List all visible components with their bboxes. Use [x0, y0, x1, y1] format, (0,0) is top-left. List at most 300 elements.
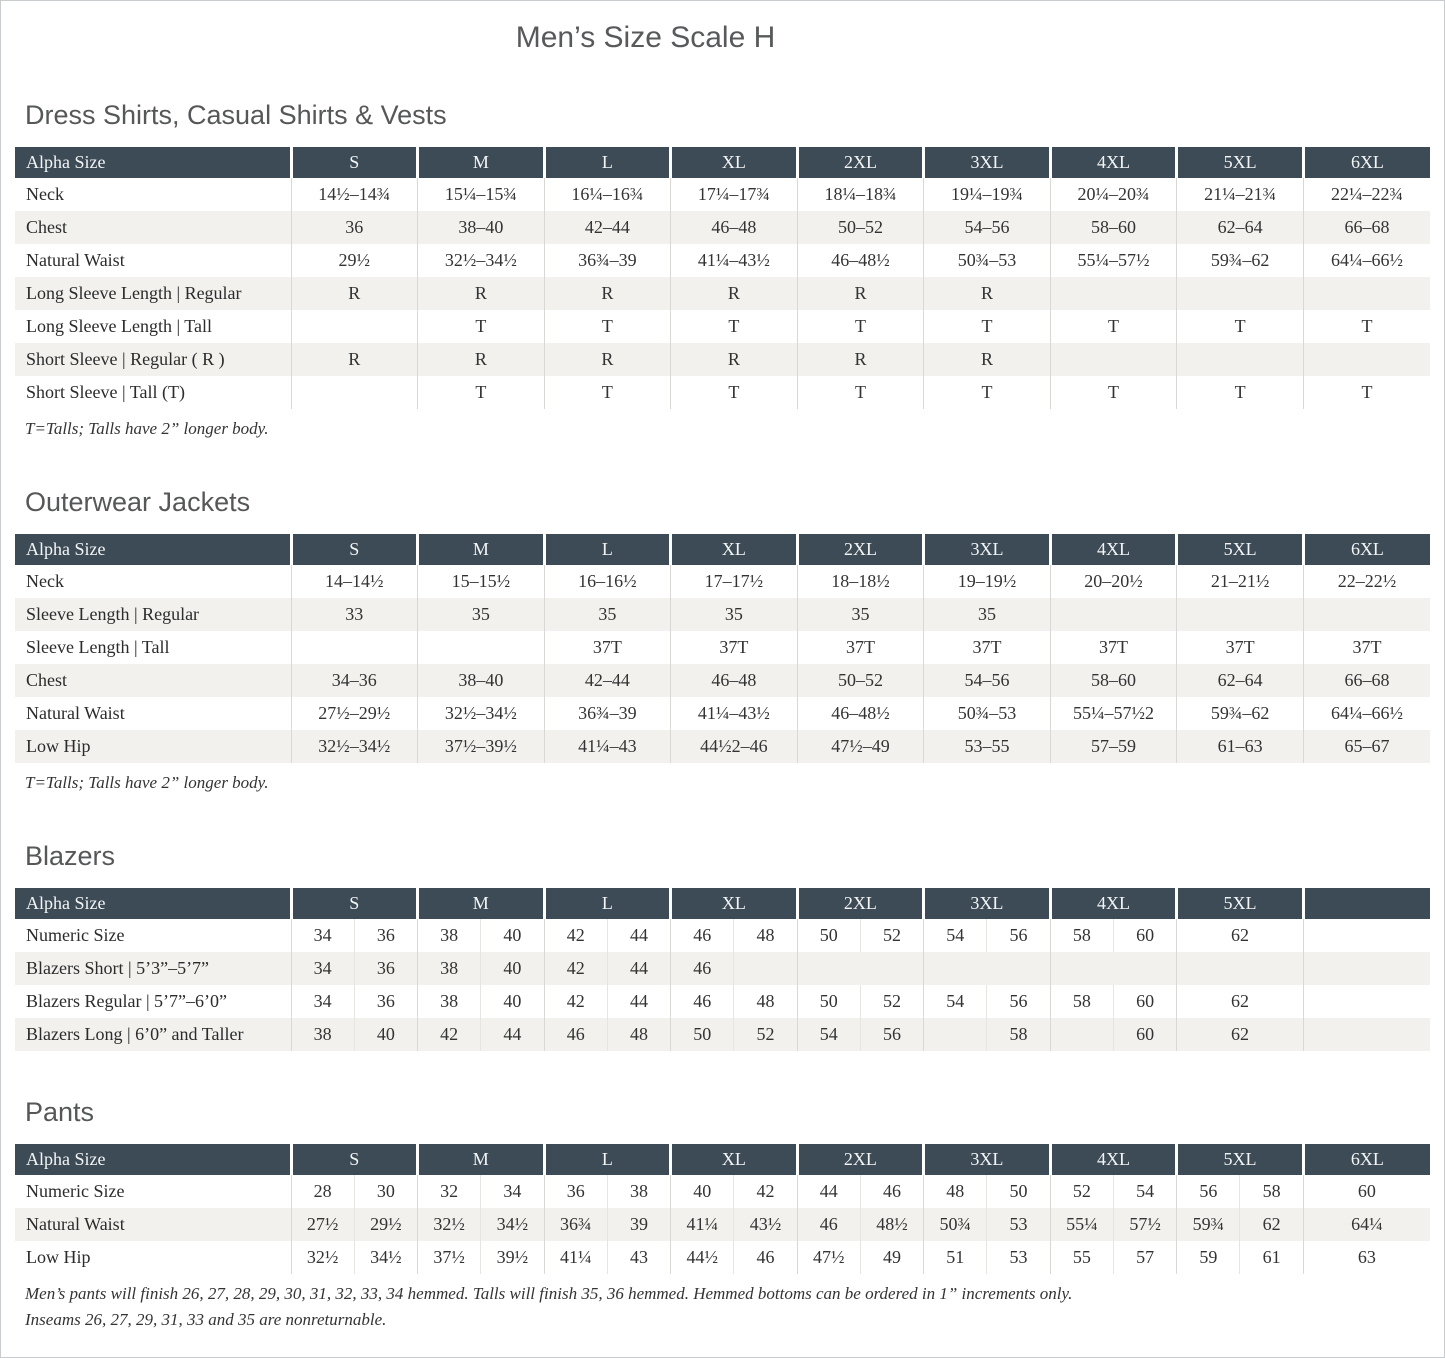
value-cell: 59¾–62: [1177, 697, 1304, 730]
value-cell: 43: [607, 1241, 670, 1274]
value-cell: 48½: [860, 1208, 923, 1241]
value-cell: 46–48½: [797, 244, 924, 277]
row-label: Sleeve Length | Tall: [26, 637, 170, 658]
value-cell: 61: [1240, 1241, 1303, 1274]
value-cell: 46–48½: [797, 697, 924, 730]
row-label: Blazers Regular | 5’7”–6’0”: [26, 991, 228, 1012]
value-cell: 18–18½: [797, 565, 924, 598]
value-cell: 37T: [671, 631, 798, 664]
value-cell: 17¼–17¾: [671, 178, 798, 211]
table-row: [15, 919, 1430, 952]
value-cell: 54: [924, 919, 987, 952]
column-header: S: [291, 1144, 418, 1175]
table-row: [15, 952, 1430, 985]
value-cell: 46: [671, 985, 734, 1018]
value-cell: 32: [418, 1175, 481, 1208]
page-title: Men’s Size Scale H: [515, 21, 776, 54]
header-row: [15, 147, 1430, 178]
value-cell: [734, 952, 797, 985]
value-cell: T: [1303, 376, 1430, 409]
value-cell: 33: [291, 598, 418, 631]
value-cell: 44: [481, 1018, 544, 1051]
value-cell: 46: [860, 1175, 923, 1208]
value-cell: 17–17½: [671, 565, 798, 598]
value-cell: 60: [1303, 1175, 1430, 1208]
value-cell: 34½: [354, 1241, 417, 1274]
table-row: [15, 1241, 1430, 1274]
value-cell: 37½: [418, 1241, 481, 1274]
value-cell: 50: [671, 1018, 734, 1051]
column-header: 3XL: [924, 888, 1051, 919]
value-cell: [1050, 343, 1177, 376]
value-cell: T: [1303, 310, 1430, 343]
value-cell: 54–56: [924, 664, 1051, 697]
header-row: [15, 888, 1430, 919]
column-header: M: [418, 534, 545, 565]
value-cell: 38: [418, 919, 481, 952]
row-label: Natural Waist: [26, 1214, 125, 1235]
value-cell: 50¾–53: [924, 697, 1051, 730]
value-cell: 42–44: [544, 211, 671, 244]
value-cell: 46–48: [671, 211, 798, 244]
column-header: 4XL: [1050, 1144, 1177, 1175]
blazers-table: [15, 888, 1430, 1051]
value-cell: [1303, 985, 1430, 1018]
table-row: [15, 565, 1430, 598]
value-cell: 29½: [354, 1208, 417, 1241]
value-cell: T: [924, 376, 1051, 409]
value-cell: 46: [797, 1208, 860, 1241]
value-cell: 34: [291, 919, 354, 952]
value-cell: 38: [607, 1175, 670, 1208]
value-cell: R: [544, 343, 671, 376]
value-cell: R: [797, 343, 924, 376]
value-cell: 62: [1177, 1018, 1304, 1051]
value-cell: 36: [291, 211, 418, 244]
value-cell: 44: [607, 919, 670, 952]
value-cell: R: [924, 277, 1051, 310]
value-cell: 50¾–53: [924, 244, 1051, 277]
column-header: 4XL: [1050, 888, 1177, 919]
value-cell: 29½: [291, 244, 418, 277]
column-header: L: [544, 147, 671, 178]
value-cell: 20¼–20¾: [1050, 178, 1177, 211]
table-row: [15, 376, 1430, 409]
value-cell: 27½: [291, 1208, 354, 1241]
row-label: Short Sleeve | Regular ( R ): [26, 349, 225, 370]
column-header-label: Alpha Size: [15, 888, 291, 919]
column-header: L: [544, 888, 671, 919]
table-row: [15, 1208, 1430, 1241]
column-header: [1303, 888, 1430, 919]
value-cell: 16–16½: [544, 565, 671, 598]
value-cell: 53–55: [924, 730, 1051, 763]
table-row: [15, 664, 1430, 697]
value-cell: 34: [481, 1175, 544, 1208]
value-cell: 42: [544, 919, 607, 952]
value-cell: [924, 1018, 987, 1051]
value-cell: 44½2–46: [671, 730, 798, 763]
column-header-label: Alpha Size: [15, 534, 291, 565]
value-cell: 58–60: [1050, 664, 1177, 697]
value-cell: 65–67: [1303, 730, 1430, 763]
value-cell: 40: [354, 1018, 417, 1051]
value-cell: R: [671, 343, 798, 376]
value-cell: 61–63: [1177, 730, 1304, 763]
column-header: 5XL: [1177, 534, 1304, 565]
value-cell: R: [418, 277, 545, 310]
value-cell: R: [671, 277, 798, 310]
value-cell: 52: [860, 919, 923, 952]
section-outerwear-jackets: [15, 487, 1430, 795]
value-cell: 44: [797, 1175, 860, 1208]
column-header: 6XL: [1303, 1144, 1430, 1175]
column-header-label: Alpha Size: [15, 1144, 291, 1175]
value-cell: 35: [544, 598, 671, 631]
value-cell: 37T: [1050, 631, 1177, 664]
column-header: S: [291, 888, 418, 919]
value-cell: 54–56: [924, 211, 1051, 244]
value-cell: 32½–34½: [291, 730, 418, 763]
value-cell: 36¾–39: [544, 244, 671, 277]
row-label: Natural Waist: [26, 250, 125, 271]
value-cell: [291, 376, 418, 409]
value-cell: 36: [544, 1175, 607, 1208]
column-header: 4XL: [1050, 534, 1177, 565]
value-cell: 40: [671, 1175, 734, 1208]
value-cell: 48: [924, 1175, 987, 1208]
header-row: [15, 1144, 1430, 1175]
value-cell: 36: [354, 985, 417, 1018]
section-heading-blazers: Blazers: [25, 840, 116, 871]
value-cell: [1177, 343, 1304, 376]
value-cell: 49: [860, 1241, 923, 1274]
footnote-dress-shirts: T=Talls; Talls have 2” longer body.: [25, 419, 269, 439]
value-cell: 36: [354, 952, 417, 985]
value-cell: 66–68: [1303, 211, 1430, 244]
value-cell: 51: [924, 1241, 987, 1274]
row-label: Natural Waist: [26, 703, 125, 724]
value-cell: 56: [860, 1018, 923, 1051]
table-row: [15, 730, 1430, 763]
column-header: S: [291, 534, 418, 565]
value-cell: 18¼–18¾: [797, 178, 924, 211]
value-cell: 55¼–57½: [1050, 244, 1177, 277]
value-cell: 42: [418, 1018, 481, 1051]
value-cell: 42: [544, 952, 607, 985]
value-cell: 44½: [671, 1241, 734, 1274]
value-cell: 60: [1113, 919, 1176, 952]
row-label: Numeric Size: [26, 1181, 125, 1202]
column-header: 5XL: [1177, 1144, 1304, 1175]
value-cell: 35: [671, 598, 798, 631]
value-cell: T: [797, 310, 924, 343]
row-label: Long Sleeve Length | Tall: [26, 316, 212, 337]
value-cell: 64¼: [1303, 1208, 1430, 1241]
value-cell: 46: [544, 1018, 607, 1051]
value-cell: 32½: [291, 1241, 354, 1274]
value-cell: 38: [418, 952, 481, 985]
value-cell: 66–68: [1303, 664, 1430, 697]
value-cell: 48: [607, 1018, 670, 1051]
column-header: XL: [671, 534, 798, 565]
value-cell: 52: [1050, 1175, 1113, 1208]
table-row: [15, 343, 1430, 376]
row-label: Low Hip: [26, 736, 91, 757]
value-cell: [418, 631, 545, 664]
column-header: 5XL: [1177, 147, 1304, 178]
value-cell: 44: [607, 952, 670, 985]
value-cell: [1050, 598, 1177, 631]
value-cell: 62–64: [1177, 664, 1304, 697]
dress-shirts-table: [15, 147, 1430, 409]
value-cell: 41¼–43: [544, 730, 671, 763]
value-cell: 38–40: [418, 211, 545, 244]
value-cell: 57: [1113, 1241, 1176, 1274]
column-header: XL: [671, 147, 798, 178]
value-cell: 53: [987, 1208, 1050, 1241]
value-cell: 34: [291, 985, 354, 1018]
value-cell: 42: [734, 1175, 797, 1208]
column-header: 4XL: [1050, 147, 1177, 178]
value-cell: 56: [987, 919, 1050, 952]
value-cell: 50: [797, 985, 860, 1018]
column-header: 3XL: [924, 534, 1051, 565]
value-cell: [1177, 952, 1304, 985]
value-cell: 55¼–57½2: [1050, 697, 1177, 730]
value-cell: 42–44: [544, 664, 671, 697]
value-cell: R: [924, 343, 1051, 376]
table-row: [15, 631, 1430, 664]
row-label: Low Hip: [26, 1247, 91, 1268]
value-cell: 37T: [797, 631, 924, 664]
value-cell: 41¼–43½: [671, 697, 798, 730]
row-label: Blazers Short | 5’3”–5’7”: [26, 958, 210, 979]
footnote-pants-2: Inseams 26, 27, 29, 31, 33 and 35 are nonreturnable.: [25, 1310, 387, 1329]
value-cell: 64¼–66½: [1303, 244, 1430, 277]
value-cell: 39: [607, 1208, 670, 1241]
row-label: Blazers Long | 6’0” and Taller: [26, 1024, 244, 1045]
value-cell: 50–52: [797, 664, 924, 697]
column-header: M: [418, 888, 545, 919]
table-row: [15, 598, 1430, 631]
value-cell: 41¼: [544, 1241, 607, 1274]
column-header-label: Alpha Size: [15, 147, 291, 178]
pants-table: [15, 1144, 1430, 1274]
value-cell: 27½–29½: [291, 697, 418, 730]
column-header: 6XL: [1303, 534, 1430, 565]
row-label: Neck: [26, 184, 64, 205]
footnote-outerwear-jackets: T=Talls; Talls have 2” longer body.: [25, 773, 269, 793]
column-header: L: [544, 534, 671, 565]
value-cell: 32½: [418, 1208, 481, 1241]
column-header: L: [544, 1144, 671, 1175]
value-cell: 48: [734, 919, 797, 952]
value-cell: 56: [1177, 1175, 1240, 1208]
value-cell: T: [1050, 376, 1177, 409]
value-cell: 14–14½: [291, 565, 418, 598]
value-cell: 28: [291, 1175, 354, 1208]
value-cell: 59¾–62: [1177, 244, 1304, 277]
value-cell: 19¼–19¾: [924, 178, 1051, 211]
column-header: 2XL: [797, 534, 924, 565]
value-cell: 35: [924, 598, 1051, 631]
value-cell: R: [291, 277, 418, 310]
value-cell: 59: [1177, 1241, 1240, 1274]
value-cell: 50: [987, 1175, 1050, 1208]
column-header: 2XL: [797, 888, 924, 919]
value-cell: T: [1177, 376, 1304, 409]
table-row: [15, 985, 1430, 1018]
section-pants: [15, 1097, 1430, 1332]
value-cell: 47½: [797, 1241, 860, 1274]
value-cell: 37T: [544, 631, 671, 664]
value-cell: 32½–34½: [418, 244, 545, 277]
value-cell: 57–59: [1050, 730, 1177, 763]
value-cell: R: [418, 343, 545, 376]
value-cell: 40: [481, 952, 544, 985]
value-cell: R: [291, 343, 418, 376]
value-cell: 58: [987, 1018, 1050, 1051]
value-cell: 47½–49: [797, 730, 924, 763]
section-dress-shirts: [15, 100, 1430, 441]
table-row: [15, 1018, 1430, 1051]
value-cell: [291, 631, 418, 664]
value-cell: 62–64: [1177, 211, 1304, 244]
value-cell: 52: [734, 1018, 797, 1051]
column-header: XL: [671, 1144, 798, 1175]
value-cell: 60: [1113, 1018, 1176, 1051]
value-cell: 36¾: [544, 1208, 607, 1241]
value-cell: [1303, 277, 1430, 310]
value-cell: 41¼–43½: [671, 244, 798, 277]
value-cell: 46: [671, 919, 734, 952]
row-label: Numeric Size: [26, 925, 125, 946]
value-cell: 21¼–21¾: [1177, 178, 1304, 211]
size-chart-page: [1, 21, 1444, 1332]
table-row: [15, 244, 1430, 277]
value-cell: 46: [734, 1241, 797, 1274]
value-cell: 41¼: [671, 1208, 734, 1241]
value-cell: 39½: [481, 1241, 544, 1274]
value-cell: 40: [481, 985, 544, 1018]
row-label: Sleeve Length | Regular: [26, 604, 200, 625]
column-header: 3XL: [924, 1144, 1051, 1175]
row-label: Short Sleeve | Tall (T): [26, 382, 185, 403]
value-cell: 35: [418, 598, 545, 631]
value-cell: 38–40: [418, 664, 545, 697]
value-cell: T: [544, 376, 671, 409]
value-cell: 35: [797, 598, 924, 631]
value-cell: T: [418, 310, 545, 343]
column-header: XL: [671, 888, 798, 919]
value-cell: 59¾: [1177, 1208, 1240, 1241]
value-cell: 37½–39½: [418, 730, 545, 763]
column-header: S: [291, 147, 418, 178]
value-cell: R: [797, 277, 924, 310]
table-row: [15, 1175, 1430, 1208]
value-cell: 20–20½: [1050, 565, 1177, 598]
footnote-pants-1: Men’s pants will finish 26, 27, 28, 29, 30, 31, 32, 33, 34 hemmed. Talls will finish 35, 36 hemmed. Hemmed bottoms can be ordered in 1” increments only.: [25, 1284, 1073, 1304]
value-cell: 34: [291, 952, 354, 985]
value-cell: 46: [671, 952, 734, 985]
value-cell: 50: [797, 919, 860, 952]
value-cell: 34–36: [291, 664, 418, 697]
value-cell: [1050, 952, 1177, 985]
value-cell: 50¾: [924, 1208, 987, 1241]
column-header: M: [418, 1144, 545, 1175]
value-cell: T: [671, 376, 798, 409]
value-cell: T: [671, 310, 798, 343]
row-label: Chest: [26, 670, 68, 691]
value-cell: 54: [924, 985, 987, 1018]
value-cell: 42: [544, 985, 607, 1018]
value-cell: 15¼–15¾: [418, 178, 545, 211]
table-row: [15, 277, 1430, 310]
value-cell: 19–19½: [924, 565, 1051, 598]
column-header: M: [418, 147, 545, 178]
value-cell: [1177, 598, 1304, 631]
value-cell: 15–15½: [418, 565, 545, 598]
value-cell: 37T: [1177, 631, 1304, 664]
value-cell: 62: [1177, 985, 1304, 1018]
value-cell: 56: [987, 985, 1050, 1018]
value-cell: T: [797, 376, 924, 409]
value-cell: [1303, 1018, 1430, 1051]
value-cell: [1050, 1018, 1113, 1051]
value-cell: [1303, 919, 1430, 952]
value-cell: 54: [797, 1018, 860, 1051]
value-cell: 55: [1050, 1241, 1113, 1274]
column-header: 2XL: [797, 147, 924, 178]
value-cell: 58: [1050, 985, 1113, 1018]
value-cell: 36: [354, 919, 417, 952]
value-cell: 14½–14¾: [291, 178, 418, 211]
value-cell: 48: [734, 985, 797, 1018]
value-cell: 54: [1113, 1175, 1176, 1208]
section-heading-outerwear-jackets: Outerwear Jackets: [25, 486, 251, 517]
value-cell: T: [418, 376, 545, 409]
value-cell: 53: [987, 1241, 1050, 1274]
value-cell: 34½: [481, 1208, 544, 1241]
section-heading-dress-shirts: Dress Shirts, Casual Shirts & Vests: [25, 100, 447, 130]
header-row: [15, 534, 1430, 565]
value-cell: [1303, 952, 1430, 985]
value-cell: 32½–34½: [418, 697, 545, 730]
value-cell: 62: [1240, 1208, 1303, 1241]
value-cell: 57½: [1113, 1208, 1176, 1241]
value-cell: 52: [860, 985, 923, 1018]
row-label: Neck: [26, 571, 64, 592]
value-cell: T: [1177, 310, 1304, 343]
value-cell: [1303, 343, 1430, 376]
value-cell: 40: [481, 919, 544, 952]
value-cell: 21–21½: [1177, 565, 1304, 598]
value-cell: 30: [354, 1175, 417, 1208]
table-row: [15, 211, 1430, 244]
value-cell: [1303, 598, 1430, 631]
value-cell: 22–22½: [1303, 565, 1430, 598]
value-cell: 22¼–22¾: [1303, 178, 1430, 211]
value-cell: 46–48: [671, 664, 798, 697]
value-cell: 58: [1240, 1175, 1303, 1208]
value-cell: 60: [1113, 985, 1176, 1018]
value-cell: 62: [1177, 919, 1304, 952]
section-blazers: [15, 841, 1430, 1051]
value-cell: [924, 952, 1051, 985]
value-cell: 43½: [734, 1208, 797, 1241]
value-cell: [1177, 277, 1304, 310]
